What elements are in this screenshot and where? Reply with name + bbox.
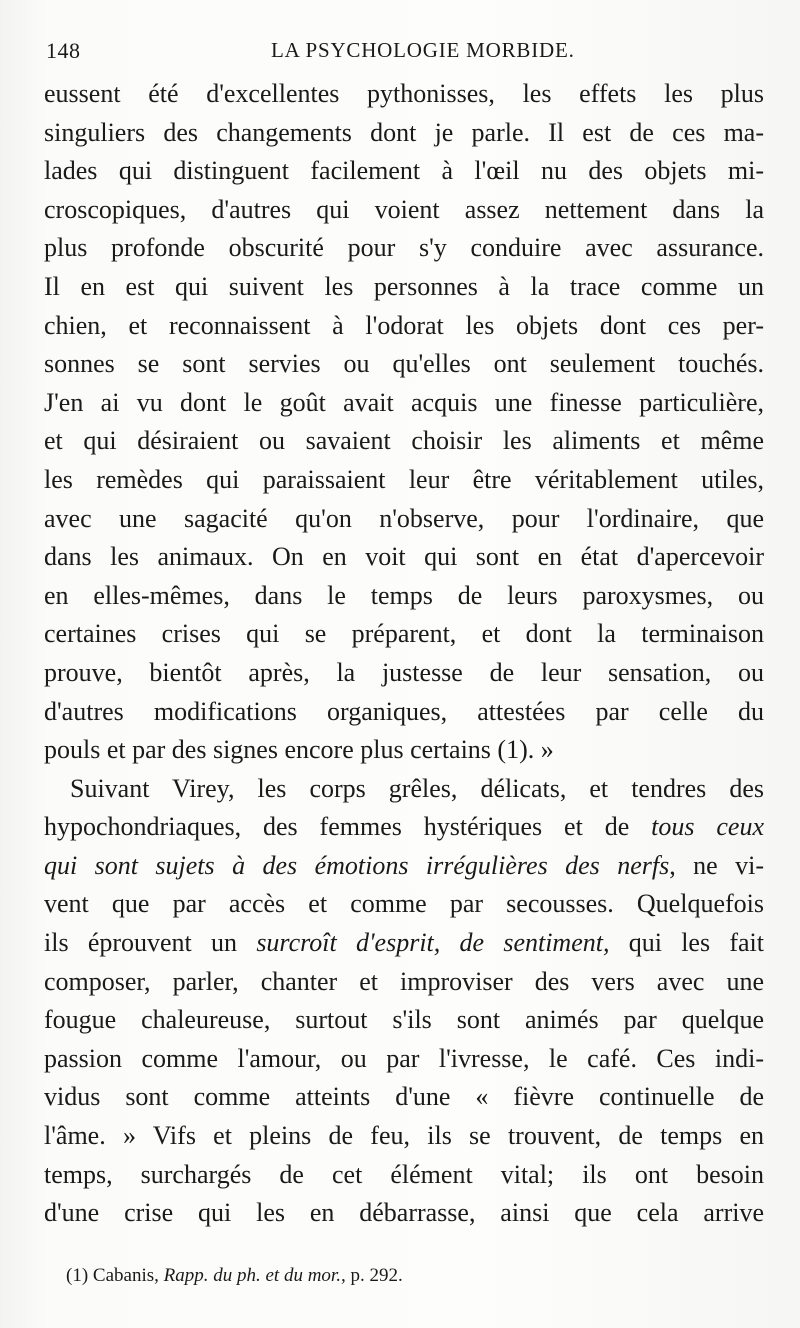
text-segment: en elles-mêmes, dans le temps de leurs paroxysmes, ou xyxy=(44,580,764,610)
text-line xyxy=(44,577,764,616)
text-segment: dans les animaux. On en voit qui sont en état d'apercevoir xyxy=(44,542,764,572)
text-line xyxy=(44,345,764,384)
footnote-title: Rapp. du ph. et du mor., xyxy=(163,1265,346,1286)
italic-text: tous ceux xyxy=(651,812,764,842)
text-segment: vent que par accès et comme par secousses. Quelquefois xyxy=(44,889,764,919)
text-segment: l'âme. » Vifs et pleins de feu, ils se trouvent, de temps en xyxy=(44,1121,764,1151)
italic-text: surcroît d'esprit, de sentiment, xyxy=(256,928,610,958)
text-segment: Suivant Virey, les corps grêles, délicats, et tendres des xyxy=(70,773,764,803)
text-line xyxy=(44,307,764,346)
text-segment: et qui désiraient ou savaient choisir les aliments et même xyxy=(44,426,764,456)
text-line xyxy=(44,615,764,654)
text-line xyxy=(44,847,764,886)
text-line xyxy=(44,268,764,307)
italic-text: qui sont sujets à des émotions irrégulières des nerfs xyxy=(44,850,670,880)
text-line xyxy=(44,191,764,230)
text-line xyxy=(44,75,764,114)
text-segment: pouls et par des signes encore plus certains (1). » xyxy=(44,735,554,765)
text-segment: singuliers des changements dont je parle. Il est de ces ma- xyxy=(44,117,764,147)
text-line xyxy=(44,1001,764,1040)
footnote xyxy=(66,1265,403,1287)
text-line xyxy=(44,500,764,539)
text-line xyxy=(44,963,764,1002)
text-segment: Il en est qui suivent les personnes à la trace comme un xyxy=(44,271,764,301)
text-line xyxy=(44,1040,764,1079)
text-segment: composer, parler, chanter et improviser des vers avec une xyxy=(44,966,764,996)
running-title: LA PSYCHOLOGIE MORBIDE. xyxy=(271,38,575,62)
text-segment: eussent été d'excellentes pythonisses, les effets les plus xyxy=(44,79,764,108)
text-segment: fougue chaleureuse, surtout s'ils sont animés par quelque xyxy=(44,1005,764,1035)
text-line xyxy=(44,114,764,153)
text-line xyxy=(44,1194,764,1233)
text-line xyxy=(44,731,764,770)
text-segment: les remèdes qui paraissaient leur être véritablement utiles, xyxy=(44,464,764,494)
text-segment: sonnes se sont servies ou qu'elles ont seulement touchés. xyxy=(44,349,764,379)
text-segment: ils éprouvent un xyxy=(44,928,257,958)
text-segment: lades qui distinguent facilement à l'œil nu des objets mi- xyxy=(44,156,764,186)
text-segment: certaines crises qui se préparent, et dont la terminaison xyxy=(44,619,764,649)
page-header xyxy=(46,38,766,70)
text-segment: chien, et reconnaissent à l'odorat les objets dont ces per- xyxy=(44,310,764,340)
text-line xyxy=(44,538,764,577)
text-segment: J'en ai vu dont le goût avait acquis une finesse particulière, xyxy=(44,387,764,417)
text-line xyxy=(44,461,764,500)
footnote-marker: (1) xyxy=(66,1265,89,1286)
text-line xyxy=(44,770,764,809)
text-line xyxy=(44,422,764,461)
text-line xyxy=(44,1078,764,1117)
page-number: 148 xyxy=(46,38,81,63)
text-line xyxy=(44,229,764,268)
text-segment: , ne vi- xyxy=(669,850,764,880)
text-segment: d'autres modifications organiques, attestées par celle du xyxy=(44,696,764,726)
text-segment: croscopiques, d'autres qui voient assez nettement dans la xyxy=(44,194,764,224)
text-segment: qui les fait xyxy=(609,928,764,958)
text-segment: hypochondriaques, des femmes hystériques et de xyxy=(44,812,652,842)
text-line xyxy=(44,1117,764,1156)
text-line xyxy=(44,1156,764,1195)
text-segment: d'une crise qui les en débarrasse, ainsi que cela arrive xyxy=(44,1198,764,1228)
text-segment: temps, surchargés de cet élément vital; ils ont besoin xyxy=(44,1159,764,1189)
text-line xyxy=(44,808,764,847)
body-text xyxy=(44,75,764,1233)
text-segment: avec une sagacité qu'on n'observe, pour l'ordinaire, que xyxy=(44,503,764,533)
text-line xyxy=(44,924,764,963)
footnote-author: Cabanis, xyxy=(92,1265,159,1286)
footnote-page-ref: p. 292. xyxy=(350,1265,403,1286)
text-segment: plus profonde obscurité pour s'y conduire avec assurance. xyxy=(44,233,764,263)
text-line xyxy=(44,654,764,693)
text-line xyxy=(44,384,764,423)
text-line xyxy=(44,693,764,732)
text-line xyxy=(44,152,764,191)
text-segment: vidus sont comme atteints d'une « fièvre continuelle de xyxy=(44,1082,764,1112)
text-segment: passion comme l'amour, ou par l'ivresse, le café. Ces indi- xyxy=(44,1043,764,1073)
text-segment: prouve, bientôt après, la justesse de leur sensation, ou xyxy=(44,657,764,687)
text-line xyxy=(44,885,764,924)
